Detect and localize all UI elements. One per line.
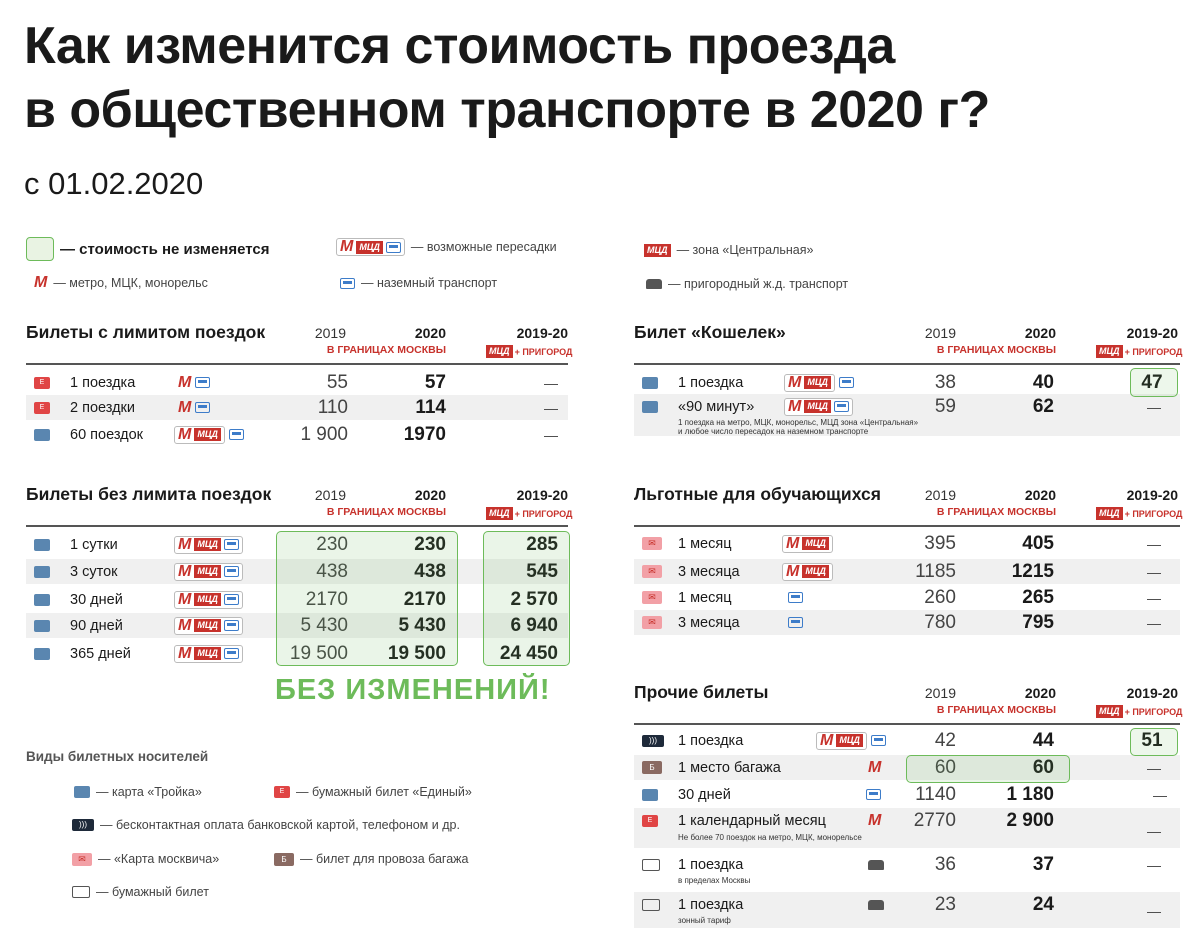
value-2020: 2 900 bbox=[1006, 809, 1054, 831]
header-2019-20: 2019-20 bbox=[1126, 487, 1178, 503]
metro-mcd-icon-group bbox=[174, 426, 225, 444]
row-note: зонный тариф bbox=[678, 916, 731, 925]
metro-icon: М bbox=[178, 590, 192, 608]
value-2019: 36 bbox=[934, 853, 956, 875]
edin-ticket-icon: Е bbox=[642, 815, 658, 827]
value-2020: 405 bbox=[1022, 532, 1054, 554]
carrier-edin-text: — бумажный билет «Единый» bbox=[296, 785, 472, 799]
mcd-icon: МЦД bbox=[486, 345, 513, 358]
header-suburb-text: + ПРИГОРОД bbox=[1124, 706, 1183, 717]
row-label: 60 поездок bbox=[70, 426, 144, 443]
section-limit-tickets bbox=[26, 322, 573, 452]
metro-icon: М bbox=[178, 373, 192, 391]
value-2019-20: — bbox=[1147, 614, 1161, 631]
header-suburb-text: + ПРИГОРОД bbox=[514, 346, 573, 357]
value-2019-20: 47 bbox=[1141, 371, 1163, 393]
metro-mcd-icon-group bbox=[782, 563, 833, 581]
baggage-ticket-icon: Б bbox=[642, 761, 662, 774]
value-2019-20: — bbox=[544, 426, 558, 443]
mcd-icon: МЦД bbox=[802, 537, 829, 550]
metro-icon: М bbox=[820, 731, 834, 749]
section-students bbox=[634, 484, 1183, 644]
green-square-icon bbox=[26, 237, 54, 261]
row-label: 1 поездка bbox=[678, 374, 744, 391]
table-row bbox=[634, 852, 1180, 888]
metro-icon: М bbox=[340, 238, 354, 255]
legend-metro bbox=[34, 276, 208, 290]
mcd-icon: МЦД bbox=[1096, 345, 1123, 358]
metro-mcd-icon-group bbox=[782, 535, 833, 553]
row-label: 1 месяц bbox=[678, 535, 732, 552]
mcd-icon: МЦД bbox=[486, 507, 513, 520]
header-suburb bbox=[486, 345, 572, 358]
mcd-icon: МЦД bbox=[194, 647, 221, 660]
table-row bbox=[634, 892, 1180, 928]
bus-icon bbox=[229, 429, 244, 440]
value-2020: 230 bbox=[414, 533, 446, 555]
table-row bbox=[634, 610, 1180, 635]
header-suburb bbox=[1096, 345, 1182, 358]
header-2020: 2020 bbox=[1024, 487, 1056, 503]
header-suburb bbox=[486, 507, 572, 520]
mcd-icon: МЦД bbox=[1096, 507, 1123, 520]
troika-card-icon bbox=[642, 377, 658, 389]
mcd-icon: МЦД bbox=[194, 428, 221, 441]
table-row bbox=[634, 585, 1180, 610]
moscow-card-icon: ✉ bbox=[642, 591, 662, 604]
troika-card-icon bbox=[34, 566, 50, 578]
value-2020: 37 bbox=[1032, 853, 1054, 875]
section-wallet bbox=[634, 322, 1183, 442]
value-2019: 1185 bbox=[915, 560, 956, 582]
value-2019-20: — bbox=[1153, 786, 1167, 803]
carrier-edin bbox=[274, 785, 472, 799]
troika-card-icon bbox=[74, 786, 90, 798]
header-suburb-text: + ПРИГОРОД bbox=[1124, 508, 1183, 519]
carrier-paper-text: — бумажный билет bbox=[96, 885, 209, 899]
mcd-icon: МЦД bbox=[356, 241, 383, 254]
transfers-icon-group bbox=[784, 398, 853, 416]
value-2020: 5 430 bbox=[398, 614, 446, 636]
value-2020: 2170 bbox=[403, 588, 446, 610]
moscow-card-icon: ✉ bbox=[642, 565, 662, 578]
bus-icon bbox=[224, 594, 239, 605]
value-2020: 1 180 bbox=[1006, 783, 1054, 805]
value-2020: 265 bbox=[1022, 586, 1054, 608]
table-row bbox=[634, 808, 1180, 848]
header-2019: 2019 bbox=[924, 325, 956, 341]
transfers-icon-group bbox=[174, 617, 243, 635]
header-moscow: В ГРАНИЦАХ МОСКВЫ bbox=[326, 344, 446, 356]
carrier-bank bbox=[72, 818, 460, 832]
carrier-msk bbox=[72, 852, 219, 866]
table-row bbox=[26, 422, 568, 447]
other-highlight-2019-20 bbox=[1130, 728, 1178, 756]
table-row bbox=[634, 370, 1180, 395]
table-row bbox=[634, 531, 1180, 556]
header-moscow: В ГРАНИЦАХ МОСКВЫ bbox=[936, 506, 1056, 518]
moscow-card-icon: ✉ bbox=[642, 537, 662, 550]
row-label: 30 дней bbox=[70, 591, 123, 608]
section-title: Льготные для обучающихся bbox=[634, 484, 881, 504]
header-moscow: В ГРАНИЦАХ МОСКВЫ bbox=[936, 344, 1056, 356]
value-2019-20: — bbox=[1147, 902, 1161, 919]
metro-mcd-icon-group bbox=[816, 732, 867, 750]
row-label: 3 суток bbox=[70, 563, 118, 580]
bus-icon bbox=[224, 566, 239, 577]
bus-icon bbox=[788, 592, 803, 603]
value-2019: 2770 bbox=[913, 809, 956, 831]
value-2019-20: 6 940 bbox=[510, 614, 558, 636]
divider bbox=[634, 525, 1180, 527]
moscow-card-icon: ✉ bbox=[642, 616, 662, 629]
value-2020: 1215 bbox=[1011, 560, 1054, 582]
paper-ticket-icon bbox=[642, 899, 660, 911]
bus-icon bbox=[195, 402, 210, 413]
troika-card-icon bbox=[34, 594, 50, 606]
value-2019: 1 900 bbox=[300, 423, 348, 445]
metro-icon: М bbox=[868, 811, 882, 829]
page-title bbox=[24, 14, 990, 142]
metro-icon: М bbox=[34, 274, 48, 291]
value-2019: 42 bbox=[934, 729, 956, 751]
metro-icon: М bbox=[868, 758, 882, 776]
row-label: 1 поездка bbox=[70, 374, 136, 391]
troika-card-icon bbox=[642, 401, 658, 413]
value-2019-20: — bbox=[1147, 398, 1161, 415]
value-2020: 60 bbox=[1032, 756, 1054, 778]
row-label: 1 сутки bbox=[70, 536, 118, 553]
transfers-icon-group bbox=[174, 591, 243, 609]
mcd-icon: МЦД bbox=[836, 734, 863, 747]
legend-central bbox=[644, 243, 813, 257]
legend-central-text: — зона «Центральная» bbox=[676, 243, 814, 257]
value-2019: 395 bbox=[924, 532, 956, 554]
value-2019: 780 bbox=[924, 611, 956, 633]
section-title: Билеты с лимитом поездок bbox=[26, 322, 266, 342]
header-2020: 2020 bbox=[414, 325, 446, 341]
paper-ticket-icon bbox=[642, 859, 660, 871]
value-2019: 59 bbox=[934, 395, 956, 417]
row-label: 3 месяца bbox=[678, 614, 740, 631]
metro-icon: М bbox=[178, 398, 192, 416]
section-title: Билет «Кошелек» bbox=[634, 322, 786, 342]
header-2019: 2019 bbox=[924, 685, 956, 701]
wallet-note-line-2: и любое число пересадок на наземном транспорте bbox=[678, 427, 869, 436]
value-2019-20: — bbox=[1147, 563, 1161, 580]
legend-unchanged bbox=[26, 237, 270, 261]
row-label: 1 календарный месяц bbox=[678, 812, 826, 829]
title-line-2: в общественном транспорте в 2020 г? bbox=[24, 81, 990, 139]
row-note: в пределах Москвы bbox=[678, 876, 751, 885]
mcd-icon: МЦД bbox=[802, 565, 829, 578]
value-2020: 44 bbox=[1032, 729, 1054, 751]
divider bbox=[634, 363, 1180, 365]
carrier-paper bbox=[72, 885, 209, 899]
legend-suburban bbox=[646, 277, 848, 291]
edin-ticket-icon: Е bbox=[274, 786, 290, 798]
mcd-icon: МЦД bbox=[194, 593, 221, 606]
train-icon bbox=[646, 279, 662, 289]
unchanged-highlight-2019-2020 bbox=[276, 531, 458, 666]
value-2019-20: — bbox=[1147, 856, 1161, 873]
metro-icon: М bbox=[178, 644, 192, 662]
bus-icon bbox=[386, 242, 401, 253]
baggage-highlight bbox=[906, 755, 1070, 783]
mcd-icon: МЦД bbox=[194, 538, 221, 551]
row-label: 1 поездка bbox=[678, 732, 744, 749]
metro-icon: М bbox=[786, 534, 800, 552]
legend-ground-text: — наземный транспорт bbox=[361, 276, 498, 290]
header-2019: 2019 bbox=[314, 325, 346, 341]
table-row bbox=[634, 728, 1180, 753]
transfers-icon-group bbox=[174, 536, 243, 554]
edin-ticket-icon: Е bbox=[34, 377, 50, 389]
value-2019-20: — bbox=[544, 374, 558, 391]
bus-icon bbox=[788, 617, 803, 628]
metro-icon: М bbox=[786, 562, 800, 580]
value-2020: 795 bbox=[1022, 611, 1054, 633]
table-row bbox=[26, 395, 568, 420]
metro-mcd-icon-group bbox=[784, 374, 835, 392]
header-moscow: В ГРАНИЦАХ МОСКВЫ bbox=[936, 704, 1056, 716]
metro-icon: М bbox=[788, 373, 802, 391]
unchanged-highlight-2019-20 bbox=[483, 531, 570, 666]
value-2019: 230 bbox=[316, 533, 348, 555]
header-2019-20: 2019-20 bbox=[516, 325, 568, 341]
value-2019-20: — bbox=[1147, 535, 1161, 552]
legend-transfers-text: — возможные пересадки bbox=[410, 240, 557, 254]
transfers-icon-group bbox=[336, 238, 405, 256]
value-2019: 23 bbox=[934, 893, 956, 915]
row-note: Не более 70 поездок на метро, МЦК, монорельсе bbox=[678, 833, 862, 842]
transfers-icon-group bbox=[174, 645, 243, 663]
carriers-title: Виды билетных носителей bbox=[26, 749, 209, 764]
contactless-icon: ))) bbox=[72, 819, 94, 831]
header-2019-20: 2019-20 bbox=[1126, 685, 1178, 701]
bus-icon bbox=[834, 401, 849, 412]
row-label: 90 дней bbox=[70, 617, 123, 634]
carrier-bag bbox=[274, 852, 469, 866]
table-row bbox=[26, 370, 568, 395]
legend-ground bbox=[340, 276, 497, 290]
value-2019: 55 bbox=[326, 371, 348, 393]
wallet-note-line-1: 1 поездка на метро, МЦК, монорельс, МЦД зона «Центральная» bbox=[678, 418, 919, 427]
value-2019: 110 bbox=[317, 396, 348, 418]
header-moscow: В ГРАНИЦАХ МОСКВЫ bbox=[326, 506, 446, 518]
section-title: Прочие билеты bbox=[634, 682, 769, 702]
header-2019: 2019 bbox=[924, 487, 956, 503]
header-2019: 2019 bbox=[314, 487, 346, 503]
carrier-troika bbox=[74, 785, 202, 799]
carrier-msk-text: — «Карта москвича» bbox=[98, 852, 220, 866]
header-suburb bbox=[1096, 507, 1182, 520]
value-2019-20: — bbox=[1147, 759, 1161, 776]
troika-card-icon bbox=[34, 429, 50, 441]
mcd-icon: МЦД bbox=[194, 619, 221, 632]
value-2020: 57 bbox=[424, 371, 446, 393]
baggage-ticket-icon: Б bbox=[274, 853, 294, 866]
value-2019: 60 bbox=[934, 756, 956, 778]
troika-card-icon bbox=[34, 539, 50, 551]
header-2019-20: 2019-20 bbox=[1126, 325, 1178, 341]
value-2019-20: 545 bbox=[526, 560, 558, 582]
row-label: 30 дней bbox=[678, 786, 731, 803]
mcd-icon: МЦД bbox=[804, 400, 831, 413]
table-row bbox=[634, 559, 1180, 584]
header-suburb bbox=[1096, 705, 1182, 718]
bus-icon bbox=[224, 648, 239, 659]
page-subtitle: с 01.02.2020 bbox=[24, 166, 204, 201]
value-2020: 24 bbox=[1032, 893, 1054, 915]
bus-icon bbox=[195, 377, 210, 388]
value-2020: 19 500 bbox=[387, 642, 446, 664]
troika-card-icon bbox=[34, 620, 50, 632]
bus-icon bbox=[340, 278, 355, 289]
paper-ticket-icon bbox=[72, 886, 90, 898]
value-2019-20: 51 bbox=[1141, 729, 1163, 751]
value-2019-20: — bbox=[1147, 822, 1161, 839]
carrier-troika-text: — карта «Тройка» bbox=[96, 785, 202, 799]
value-2019-20: 2 570 bbox=[510, 588, 558, 610]
section-other bbox=[634, 682, 1183, 932]
value-2020: 40 bbox=[1032, 371, 1054, 393]
wallet-note bbox=[678, 418, 918, 436]
legend-transfers bbox=[336, 238, 557, 256]
value-2019: 2170 bbox=[305, 588, 348, 610]
value-2020: 62 bbox=[1032, 395, 1054, 417]
divider bbox=[26, 525, 568, 527]
moscow-card-icon: ✉ bbox=[72, 853, 92, 866]
header-2020: 2020 bbox=[1024, 685, 1056, 701]
value-2019: 5 430 bbox=[300, 614, 348, 636]
wallet-highlight bbox=[1130, 368, 1178, 397]
value-2019-20: — bbox=[544, 399, 558, 416]
header-suburb-text: + ПРИГОРОД bbox=[1124, 346, 1183, 357]
table-row bbox=[634, 782, 1180, 807]
metro-icon: М bbox=[178, 535, 192, 553]
divider bbox=[634, 723, 1180, 725]
row-label: 1 поездка bbox=[678, 896, 744, 913]
section-title: Билеты без лимита поездок bbox=[26, 484, 272, 504]
bus-icon bbox=[224, 539, 239, 550]
troika-card-icon bbox=[34, 648, 50, 660]
edin-ticket-icon: Е bbox=[34, 402, 50, 414]
row-label: 1 поездка bbox=[678, 856, 744, 873]
mcd-icon: МЦД bbox=[644, 244, 671, 257]
title-line-1: Как изменится стоимость проезда bbox=[24, 17, 895, 75]
contactless-icon: ))) bbox=[642, 735, 664, 747]
header-2019-20: 2019-20 bbox=[516, 487, 568, 503]
header-2020: 2020 bbox=[1024, 325, 1056, 341]
header-suburb-text: + ПРИГОРОД bbox=[514, 508, 573, 519]
bus-icon bbox=[224, 620, 239, 631]
mcd-icon: МЦД bbox=[804, 376, 831, 389]
metro-icon: М bbox=[178, 562, 192, 580]
troika-card-icon bbox=[642, 789, 658, 801]
row-label: 1 месяц bbox=[678, 589, 732, 606]
value-2019: 438 bbox=[316, 560, 348, 582]
value-2019: 1140 bbox=[915, 783, 956, 805]
carrier-bank-text: — бесконтактная оплата банковской картой, телефоном и др. bbox=[100, 818, 460, 832]
bus-icon bbox=[839, 377, 854, 388]
metro-icon: М bbox=[178, 425, 192, 443]
row-label: 1 место багажа bbox=[678, 759, 781, 776]
metro-icon: М bbox=[178, 616, 192, 634]
value-2019-20: — bbox=[1147, 589, 1161, 606]
mcd-icon: МЦД bbox=[194, 565, 221, 578]
value-2019-20: 285 bbox=[526, 533, 558, 555]
value-2020: 1970 bbox=[403, 423, 446, 445]
divider bbox=[26, 363, 568, 365]
carrier-bag-text: — билет для провоза багажа bbox=[300, 852, 469, 866]
value-2019: 19 500 bbox=[289, 642, 348, 664]
transfers-icon-group bbox=[174, 563, 243, 581]
value-2020: 114 bbox=[415, 396, 446, 418]
row-label: 365 дней bbox=[70, 645, 131, 662]
header-2020: 2020 bbox=[414, 487, 446, 503]
legend-metro-text: — метро, МЦК, монорельс bbox=[53, 276, 208, 290]
table-row bbox=[634, 394, 1180, 436]
value-2019-20: 24 450 bbox=[499, 642, 558, 664]
metro-icon: М bbox=[788, 397, 802, 415]
legend-unchanged-text: — стоимость не изменяется bbox=[60, 240, 270, 258]
value-2019: 38 bbox=[934, 371, 956, 393]
row-label: 2 поездки bbox=[70, 399, 135, 416]
row-label: «90 минут» bbox=[678, 398, 755, 415]
no-change-banner: БЕЗ ИЗМЕНЕНИЙ! bbox=[275, 674, 551, 706]
row-label: 3 месяца bbox=[678, 563, 740, 580]
legend-suburban-text: — пригородный ж.д. транспорт bbox=[668, 277, 849, 291]
mcd-icon: МЦД bbox=[1096, 705, 1123, 718]
value-2020: 438 bbox=[414, 560, 446, 582]
value-2019: 260 bbox=[924, 586, 956, 608]
